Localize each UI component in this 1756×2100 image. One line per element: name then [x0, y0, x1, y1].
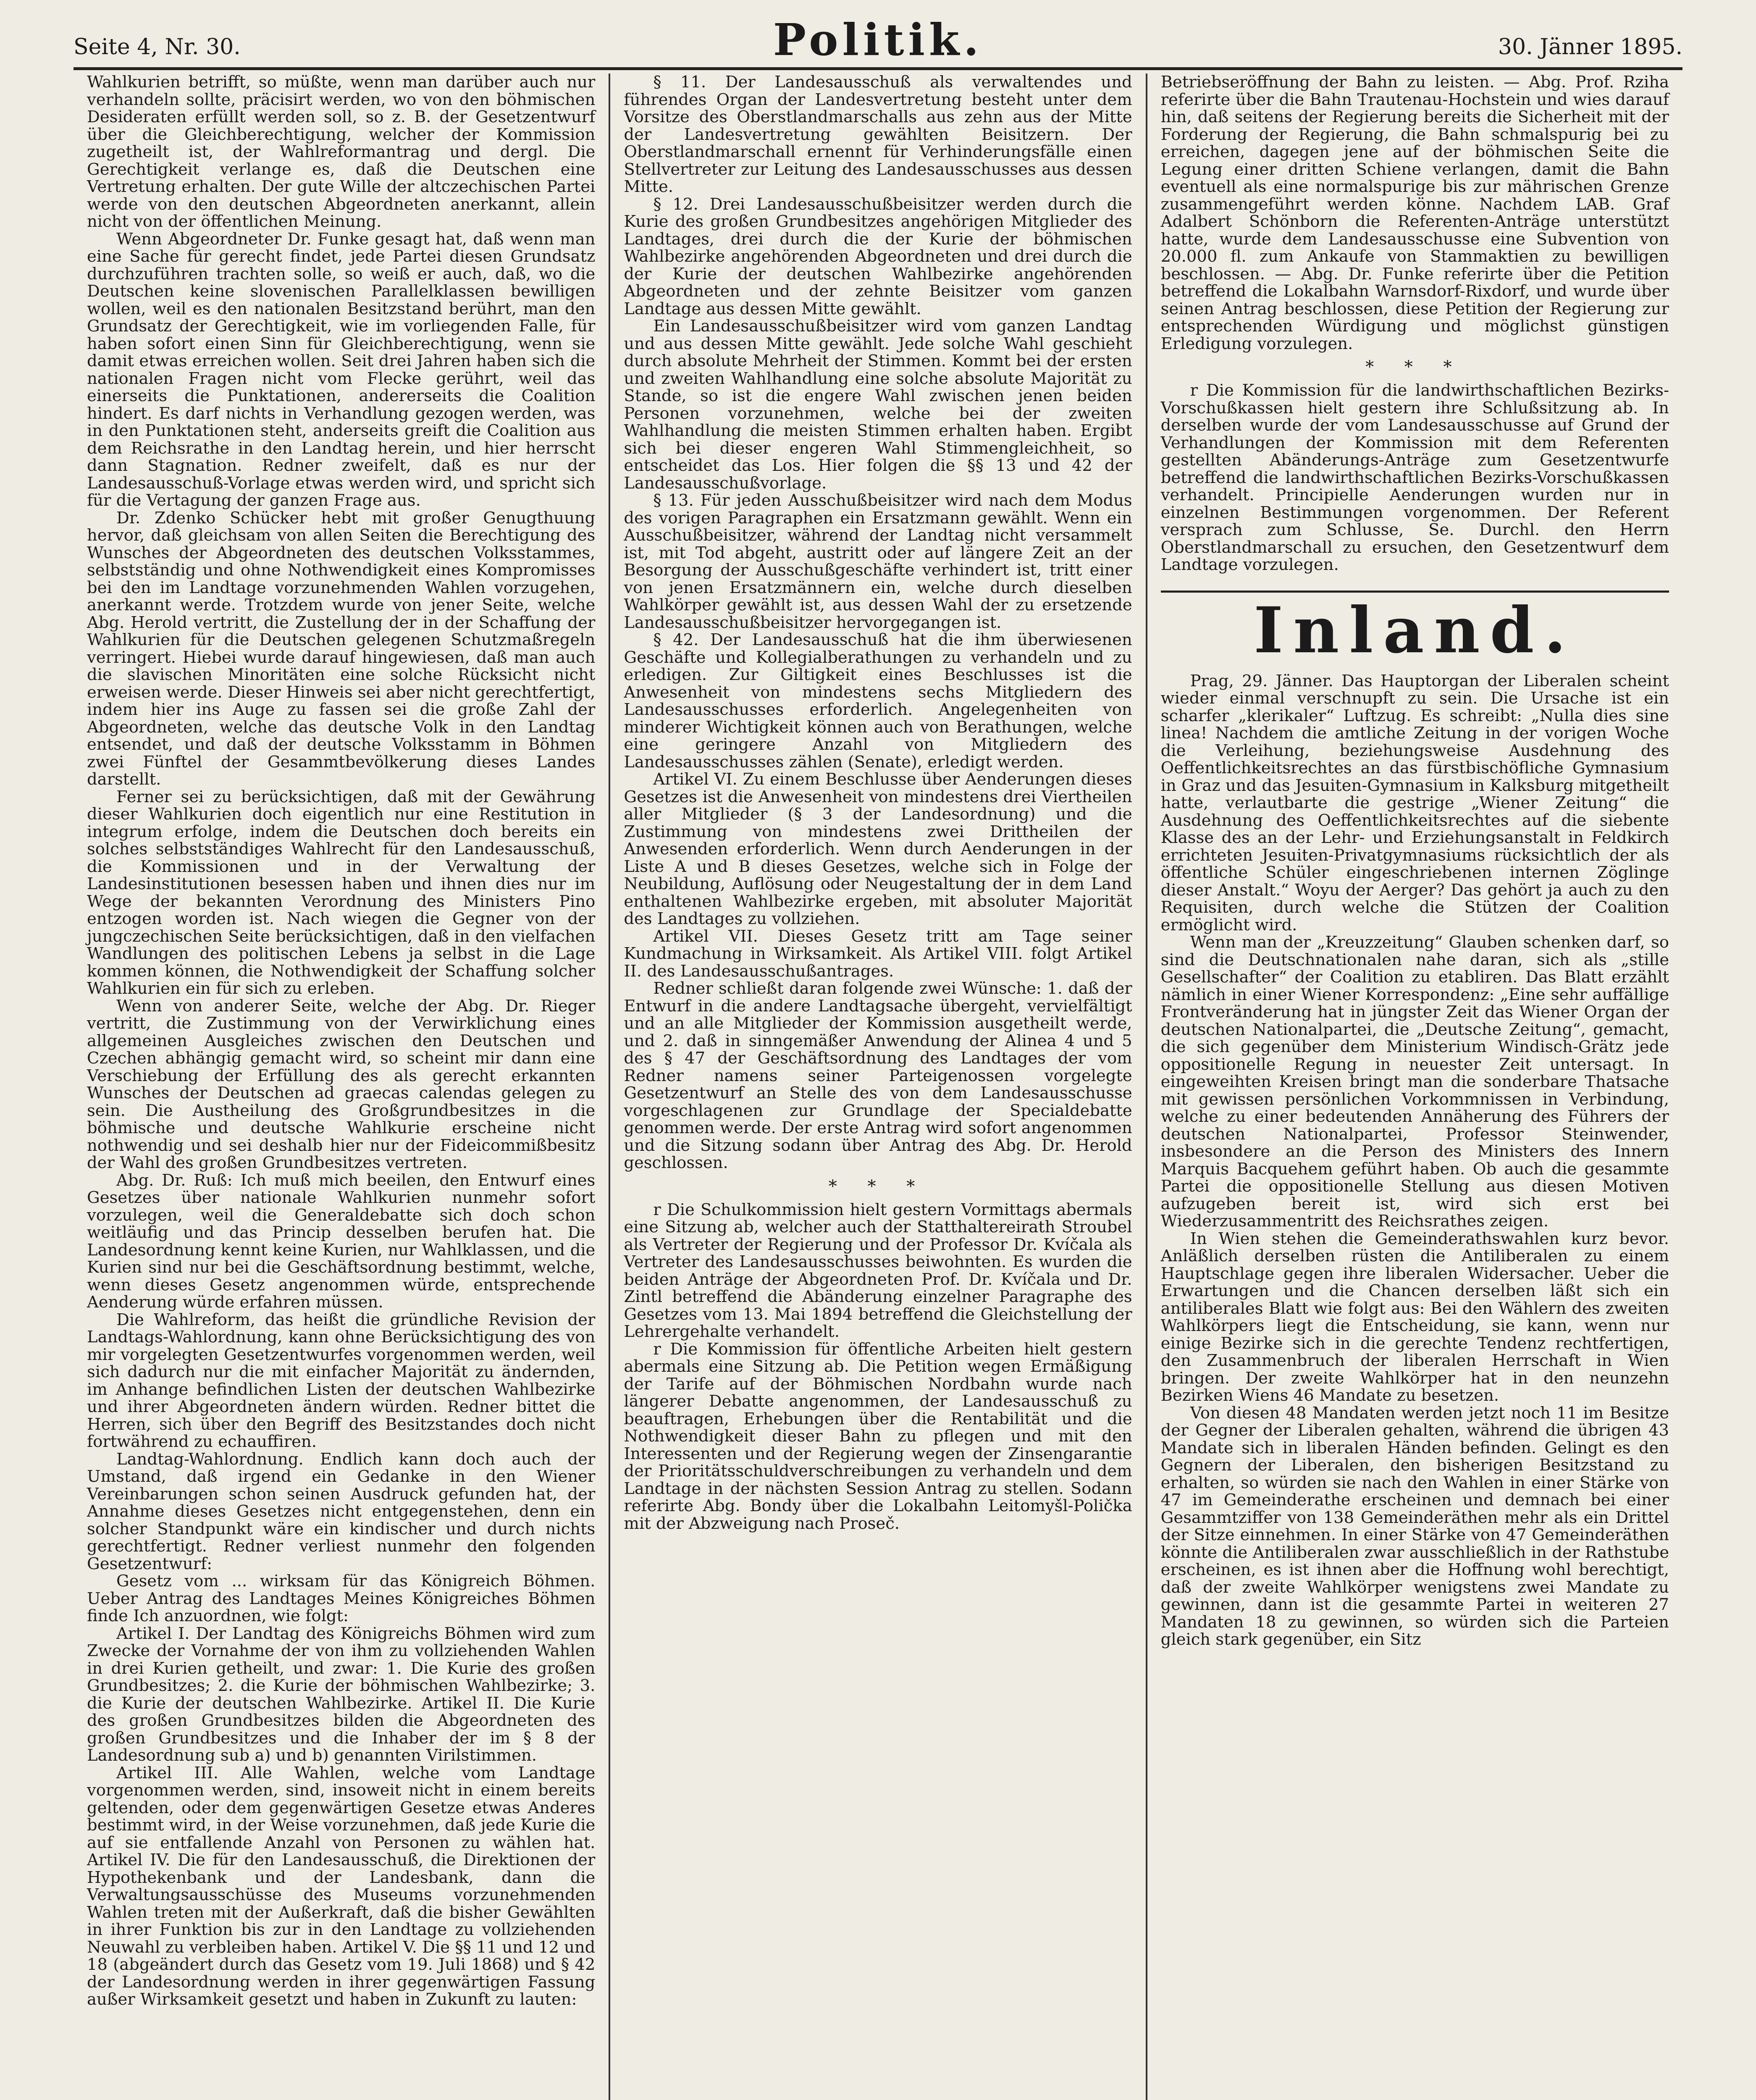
paragraph: Von diesen 48 Mandaten werden jetzt noch 11 im Besitze der Gegner der Liberalen gehalten, während die übrigen 43 Mandate sich in liberalen Händen befinden. Gelingt es den Gegnern der Liberalen, den bisherigen Besitzstand zu erhalten, so würden sie nach den Wahlen in einer Stärke von 47 im Gemeinderathe erscheinen und demnach bei einer Gesammtziffer von 138 Gemeinderäthen mehr als ein Drittel der Sitze einnehmen. In einer Stärke von 47 Gemeinderäthen könnte die Antiliberalen zwar ausschließlich in der Rathstube erscheinen, es ist ihnen aber die Hoffnung wohl berechtigt, daß der zweite Wahlkörper wenigstens zwei Mandate zu gewinnen, dann ist die gesammte Partei in weiteren 27 Mandaten 18 zu gewinnen, so würden sich die Parteien gleich stark gegenüber, ein Sitz	[1160, 1403, 1669, 1649]
column-3	[1146, 74, 1683, 2100]
page-number: Seite 4, Nr. 30.	[73, 34, 241, 60]
paragraph: Redner schließt daran folgende zwei Wünsche: 1. daß der Entwurf in die andere Landtagsache übergeht, vervielfältigt und an alle Mitglieder der Kommission ausgetheilt werde, und 2. daß in sinngemäßer Anwendung der Alinea 4 und 5 des § 47 der Geschäftsordnung des Landtages der vom Redner namens seiner Parteigenossen vorgelegte Gesetzentwurf an Stelle des von dem Landesausschusse vorgeschlagenen zur Grundlage der Specialdebatte genommen werde. Der erste Antrag wird sofort angenommen und die Sitzung sodann über Antrag des Abg. Dr. Herold geschlossen.	[624, 979, 1132, 1172]
issue-date: 30. Jänner 1895.	[1498, 34, 1683, 60]
paragraph: r Die Kommission für die landwirthschaftlichen Bezirks-Vorschußkassen hielt gestern ihre Schlußsitzung ab. In derselben wurde der vom Landesausschusse auf Grund der Verhandlungen der Kommission mit dem Referenten gestellten Abänderungs-Anträge zum Gesetzentwurfe betreffend die landwirthschaftlichen Bezirks-Vorschußkassen verhandelt. Principielle Aenderungen wurden nur in einzelnen Bestimmungen vorgenommen. Der Referent versprach zum Schlusse, Se. Durchl. den Herrn Oberstlandmarschall zu ersuchen, den Gesetzentwurf dem Landtage vorzulegen.	[1160, 381, 1669, 574]
paragraph: Wenn Abgeordneter Dr. Funke gesagt hat, daß wenn man eine Sache für gerecht findet, jede Partei diesen Grundsatz durchzuführen trachten solle, so weiß er auch, daß, wo die Deutschen keine slovenischen Parallelklassen bewilligen wollen, weil es den nationalen Besitzstand berührt, man den Grundsatz der Gerechtigkeit, wie im vorliegenden Falle, für haben sofort einen Sinn für Gleichberechtigung, wenn sie damit etwas erreichen wollen. Seit drei Jahren haben sich die nationalen Fragen nicht vom Flecke gerührt, weil das einerseits die Punktationen, andererseits die Coalition hindert. Es darf nichts in Verhandlung gezogen werden, was in den Punktationen steht, anderseits greift die Coalition aus dem Reichsrathe in den Landtag herein, und hier herrscht dann Stagnation. Redner zweifelt, daß es nur der Landesausschuß-Vorlage etwas werden wird, und spricht sich für die Vertagung der ganzen Frage aus.	[87, 229, 596, 510]
paragraph: § 12. Drei Landesausschußbeisitzer werden durch die Kurie des großen Grundbesitzes angehörigen Mitglieder des Landtages, drei durch die der Kurie der böhmischen Wahlbezirke angehörenden Abgeordneten und drei durch die der Kurie der deutschen Wahlbezirke angehörenden Abgeordneten und der zehnte Beisitzer vom ganzen Landtage aus dessen Mitte gewählt.	[624, 194, 1132, 318]
paragraph: Wenn von anderer Seite, welche der Abg. Dr. Rieger vertritt, die Zustimmung von der Verwirklichung eines allgemeinen Ausgleiches zwischen den Deutschen und Czechen abhängig gemacht wird, so scheint mir dann eine Verschiebung der Erfüllung des als gerecht erkannten Wunsches der Deutschen ad graecas calendas gelegen zu sein. Die Austheilung des Großgrundbesitzes in die böhmische und deutsche Wahlkurie erscheine nicht nothwendig und sei deshalb hier nur der Fideicommißbesitz der Wahl des großen Grundbesitzes vertreten.	[87, 996, 596, 1172]
paragraph: Ferner sei zu berücksichtigen, daß mit der Gewährung dieser Wahlkurien doch eigentlich nur eine Restitution in integrum erfolge, indem die Deutschen doch bereits ein solches selbstständiges Wahlrecht für den Landesausschuß, die Kommissionen und in der Verwaltung der Landesinstitutionen besessen haben und ihnen dies nur im Wege der bekannten Verordnung des Ministers Pino entzogen worden ist. Nach wiegen die Gegner von der jungczechischen Seite berücksichtigen, daß in den vielfachen Wandlungen des politischen Lebens ja selbst in die Lage kommen können, die Nothwendigkeit der Schaffung solcher Wahlkurien ein für sich zu erleben.	[87, 787, 596, 998]
paragraph: Artikel VI. Zu einem Beschlusse über Aenderungen dieses Gesetzes ist die Anwesenheit von mindestens drei Viertheilen aller Mitglieder (§ 3 der Landesordnung) und die Zustimmung von mindestens zwei Drittheilen der Anwesenden erforderlich. Wenn durch Aenderungen in der Liste A und B dieses Gesetzes, welche sich in Folge der Neubildung, Auflösung oder Neugestaltung der in dem Land enthaltenen Wahlbezirke ergeben, mit absoluter Majorität des Landtages zu vollziehen.	[624, 770, 1132, 928]
paragraph: Artikel VII. Dieses Gesetz tritt am Tage seiner Kundmachung in Wirksamkeit. Als Artikel VIII. folgt Artikel II. des Landesausschußantrages.	[624, 927, 1132, 981]
separator: * * *	[1365, 357, 1465, 377]
paragraph: Artikel III. Alle Wahlen, welche vom Landtage vorgenommen werden, sind, insoweit nicht in einem bereits geltenden, oder dem gegenwärtigen Gesetze etwas Anderes bestimmt wird, in der Weise vorzunehmen, daß jede Kurie die auf sie entfallende Anzahl von Personen zu wählen hat. Artikel IV. Die für den Landesausschuß, die Direktionen der Hypothekenbank und der Landesbank, dann die Verwaltungsausschüsse des Museums vorzunehmenden Wahlen treten mit der Außerkraft, daß die bisher Gewählten in ihrer Funktion bis zur in den Landtage zu vollziehenden Neuwahl zu verbleiben haben. Artikel V. Die §§ 11 und 12 und 18 (abgeändert durch das Gesetz vom 19. Juli 1868) und § 42 der Landesordnung werden in ihrer gegenwärtigen Fassung außer Wirksamkeit gesetzt und haben in Zukunft zu lauten:	[87, 1763, 596, 2009]
paragraph: Wahlkurien betrifft, so müßte, wenn man darüber auch nur verhandeln sollte, präcisirt werden, wo von den böhmischen Desideraten erfüllt werden soll, so z. B. der Gesetzentwurf über die Gleichberechtigung, welcher der Kommission zugetheilt ist, der Wahlreformantrag und dergl. Die Gerechtigkeit verlange es, daß die Deutschen eine Vertretung erhalten. Der gute Wille der altczechischen Partei werde von den deutschen Abgeordneten anerkannt, allein nicht von der öffentlichen Meinung.	[87, 74, 596, 231]
paragraph: Wenn man der „Kreuzzeitung“ Glauben schenken darf, so sind die Deutschnationalen nahe daran, sich als „stille Gesellschafter“ der Coalition zu etabliren. Das Blatt erzählt nämlich in einer Wiener Korrespondenz: „Eine sehr auffällige Frontveränderung hat in jüngster Zeit das Wiener Organ der deutschen Nationalpartei, die „Deutsche Zeitung“, gemacht, die sich gegenüber dem Ministerium Windisch-Grätz jede oppositionelle Regung in neuester Zeit untersagt. In eingeweihten Kreisen bringt man die sonderbare Thatsache mit gewissen persönlichen Vorkommnissen in Verbindung, welche zu einer bedeutenden Annäherung des Führers der deutschen Nationalpartei, Professor Steinwender, insbesondere an die Person des Ministers des Innern Marquis Bacquehem geführt haben. Ob auch die gesammte Partei die oppositionelle Stellung aus diesen Motiven aufzugeben bereit ist, wird sich erst bei Wiederzusammentritt des Reichsrathes zeigen.	[1160, 933, 1669, 1231]
section-title: Politik.	[773, 14, 983, 66]
paragraph: Landtag-Wahlordnung. Endlich kann doch auch der Umstand, daß irgend ein Gedanke in den Wiener Vereinbarungen schon seinen Ausdruck gefunden hat, der Annahme dieses Gesetzes nicht entgegenstehen, denn ein solcher Standpunkt wäre ein kindischer und durch nichts gerechtfertigt. Redner verliest nunmehr den folgenden Gesetzentwurf:	[87, 1449, 596, 1573]
column-1	[73, 74, 609, 2100]
paragraph: Betriebseröffnung der Bahn zu leisten. — Abg. Prof. Rziha referirte über die Bahn Trautenau-Hochstein und wies darauf hin, daß seitens der Regierung bereits die Sicherheit mit der Forderung der Regierung, die Bahn schmalspurig bei zu erreichen, dagegen jene auf der böhmischen Seite die Legung einer dritten Schiene verlangen, damit die Bahn eventuell als eine normalspurige bis zur mährischen Grenze zusammengeführt werden könne. Nachdem LAB. Graf Adalbert Schönborn die Referenten-Anträge unterstützt hatte, wurde dem Landesausschusse eine Subvention von 20.000 fl. zum Ankaufe von Stammaktien zu bewilligen beschlossen. — Abg. Dr. Funke referirte über die Petition betreffend die Lokalbahn Warnsdorf-Rixdorf, und wurde über seinen Antrag beschlossen, diese Petition der Regierung zur entsprechenden Würdigung und möglichst günstigen Erledigung vorzulegen.	[1160, 74, 1669, 353]
paragraph: r Die Kommission für öffentliche Arbeiten hielt gestern abermals eine Sitzung ab. Die Petition wegen Ermäßigung der Tarife auf der Böhmischen Nordbahn wurde nach längerer Debatte angenommen, der Landesausschuß zu beauftragen, Erhebungen über die Rentabilität und die Nothwendigkeit dieser Bahn zu pflegen und mit den Interessenten und der Regierung wegen der Zinsengarantie der Prioritätsschuldverschreibungen zu verhandeln und dem Landtage in der nächsten Session Antrag zu stellen. Sodann referirte Abg. Bondy über die Lokalbahn Leitomyšl-Polička mit der Abzweigung nach Proseč.	[624, 1339, 1132, 1533]
paragraph: Gesetz vom ... wirksam für das Königreich Böhmen. Ueber Antrag des Landtages Meines Königreiches Böhmen finde Ich anzuordnen, wie folgt:	[87, 1572, 596, 1625]
page-header	[73, 14, 1683, 70]
paragraph: § 11. Der Landesausschuß als verwaltendes und führendes Organ der Landesvertretung besteht unter dem Vorsitze des Oberstlandmarschalls aus zehn aus der Mitte der Landesvertretung gewählten Beisitzern. Der Oberstlandmarschall ernennt für Verhinderungsfälle einen Stellvertreter zur Leitung des Landesausschusses aus dessen Mitte.	[624, 74, 1132, 196]
paragraph: Ein Landesausschußbeisitzer wird vom ganzen Landtag und aus dessen Mitte gewählt. Jede solche Wahl geschieht durch absolute Mehrheit der Stimmen. Kommt bei der ersten und zweiten Wahlhandlung eine solche absolute Majorität zu Stande, so ist die engere Wahl zwischen jenen beiden Personen vorzunehmen, welche bei der zweiten Wahlhandlung die meisten Stimmen erhalten haben. Ergibt sich bei dieser engeren Wahl Stimmengleichheit, so entscheidet das Los. Hier folgen die §§ 13 und 42 der Landesausschußvorlage.	[624, 317, 1132, 493]
paragraph: § 42. Der Landesausschuß hat die ihm überwiesenen Geschäfte und Kollegialberathungen zu verhandeln und zu erledigen. Zur Giltigkeit eines Beschlusses ist die Anwesenheit von mindestens sechs Mitgliedern des Landesausschusses erforderlich. Angelegenheiten von minderer Wichtigkeit können auch von Berathungen, welche eine geringere Anzahl von Mitgliedern des Landesausschusses zählen (Senate), erledigt werden.	[624, 630, 1132, 772]
separator: * * *	[828, 1176, 928, 1196]
paragraph: Die Wahlreform, das heißt die gründliche Revision der Landtags-Wahlordnung, kann ohne Berücksichtigung des von mir vorgelegten Gesetzentwurfes vorgenommen werden, weil sich dadurch nur die mit einfacher Majorität zu ändernden, im Anhange befindlichen Listen der deutschen Wahlbezirke und ihrer Abgeordneten ändern würden. Redner bittet die Herren, sich über den Begriff des Besitzstandes doch nicht fortwährend zu echauffiren.	[87, 1310, 596, 1451]
paragraph: Dr. Zdenko Schücker hebt mit großer Genugthuung hervor, daß gleichsam von allen Seiten die Berechtigung des Wunsches der Abgeordneten des deutschen Volksstammes, selbstständig und ohne Nothwendigkeit eines Kompromisses bei den im Landtage vorzunehmenden Wahlen vorzugehen, anerkannt werde. Trotzdem wurde von jener Seite, welche Abg. Herold vertritt, die Zustellung der in der Schaffung der Wahlkurien für die Deutschen gelegenen Schutzmaßregeln verringert. Hiebei wurde darauf hingewiesen, daß man auch die slavischen Minoritäten eine solche Rücksicht nicht erweisen werde. Dieser Hinweis sei aber nicht gerechtfertigt, indem hier ins Auge zu fassen sei die große Zahl der Abgeordneten, welche das deutsche Volk in den Landtag entsendet, und daß der deutsche Volksstamm in Böhmen zwei Fünftel der Gesammtbevölkerung dieses Landes darstellt.	[87, 508, 596, 789]
column-2	[609, 74, 1145, 2100]
paragraph: Artikel I. Der Landtag des Königreichs Böhmen wird zum Zwecke der Vornahme der von ihm zu vollziehenden Wahlen in drei Kurien getheilt, und zwar: 1. Die Kurie des großen Grundbesitzes; 2. die Kurie der böhmischen Wahlbezirke; 3. die Kurie der deutschen Wahlbezirke. Artikel II. Die Kurie des großen Grundbesitzes bilden die Abgeordneten des großen Grundbesitzes und die Inhaber der im § 8 der Landesordnung sub a) und b) genannten Virilstimmen.	[87, 1624, 596, 1765]
paragraph: Abg. Dr. Ruß: Ich muß mich beeilen, den Entwurf eines Gesetzes über nationale Wahlkurien nunmehr sofort vorzulegen, weil die Generaldebatte sich doch schon weitläufig und das Princip desselben berufen hat. Die Landesordnung kennt keine Kurien, nur Wahlklassen, und die Kurien sind nur bei die Geschäftsordnung bestimmt, welche, wenn dieses Gesetz angenommen würde, entsprechende Aenderung würde erfahren müssen.	[87, 1171, 596, 1312]
paragraph: § 13. Für jeden Ausschußbeisitzer wird nach dem Modus des vorigen Paragraphen ein Ersatzmann gewählt. Wenn ein Ausschußbeisitzer, während der Landtag nicht versammelt ist, mit Tod abgeht, austritt oder auf längere Zeit an der Besorgung der Ausschußgeschäfte verhindert ist, tritt einer von jenen Ersatzmännern ein, welche durch dieselben Wahlkörper gewählt ist, aus dessen Wahl der zu ersetzende Landesausschußbeisitzer hervorgegangen ist.	[624, 491, 1132, 632]
article-columns	[73, 74, 1683, 2100]
paragraph: r Die Schulkommission hielt gestern Vormittags abermals eine Sitzung ab, welcher auch der Statthaltereirath Stroubel als Vertreter der Regierung und der Professor Dr. Kvíčala als Vertreter des Landesausschusses beiwohnten. Es wurden die beiden Anträge der Abgeordneten Prof. Dr. Kvíčala und Dr. Zintl betreffend die Abänderung einzelner Paragraphe des Gesetzes vom 13. Mai 1894 betreffend die Gleichstellung der Lehrergehalte verhandelt.	[624, 1200, 1132, 1341]
section-heading-inland: Inland.	[1161, 591, 1669, 668]
paragraph: In Wien stehen die Gemeinderathswahlen kurz bevor. Anläßlich derselben rüsten die Antiliberalen zu einem Hauptschlage gegen ihre liberalen Widersacher. Ueber die Erwartungen und die Chancen derselben läßt sich ein antiliberales Blatt wie folgt aus: Bei den Wählern des zweiten Wahlkörpers liegt die Entscheidung, sie kann, wenn nur einige Bezirke sich in die gerechte Tendenz rechtfertigen, den Zusammenbruch der liberalen Herrschaft in Wien bringen. Der zweite Wahlkörper hat in den neunzehn Bezirken Wiens 46 Mandate zu besetzen.	[1160, 1229, 1669, 1405]
paragraph: Prag, 29. Jänner. Das Hauptorgan der Liberalen scheint wieder einmal verschnupft zu sein. Die Ursache ist ein scharfer „klerikaler“ Luftzug. Es schreibt: „Nulla dies sine linea! Nachdem die amtliche Zeitung in der vorigen Woche die Verleihung, beziehungsweise Ausdehnung des Oeffentlichkeitsrechtes an das fürstbischöfliche Gymnasium in Graz und das Jesuiten-Gymnasium in Kalksburg mitgetheilt hatte, verlautbarte die gestrige „Wiener Zeitung“ die Ausdehnung des Oeffentlichkeitsrechtes auf die siebente Klasse des an der Lehr- und Erziehungsanstalt in Feldkirch errichteten Jesuiten-Privatgymnasiums rücksichtlich der als öffentliche Schüler eingeschriebenen internen Zöglinge dieser Anstalt.“ Woyu der Aerger? Das gehört ja auch zu den Requisiten, durch welche die Stützen der Coalition ermöglicht wird.	[1160, 671, 1669, 934]
